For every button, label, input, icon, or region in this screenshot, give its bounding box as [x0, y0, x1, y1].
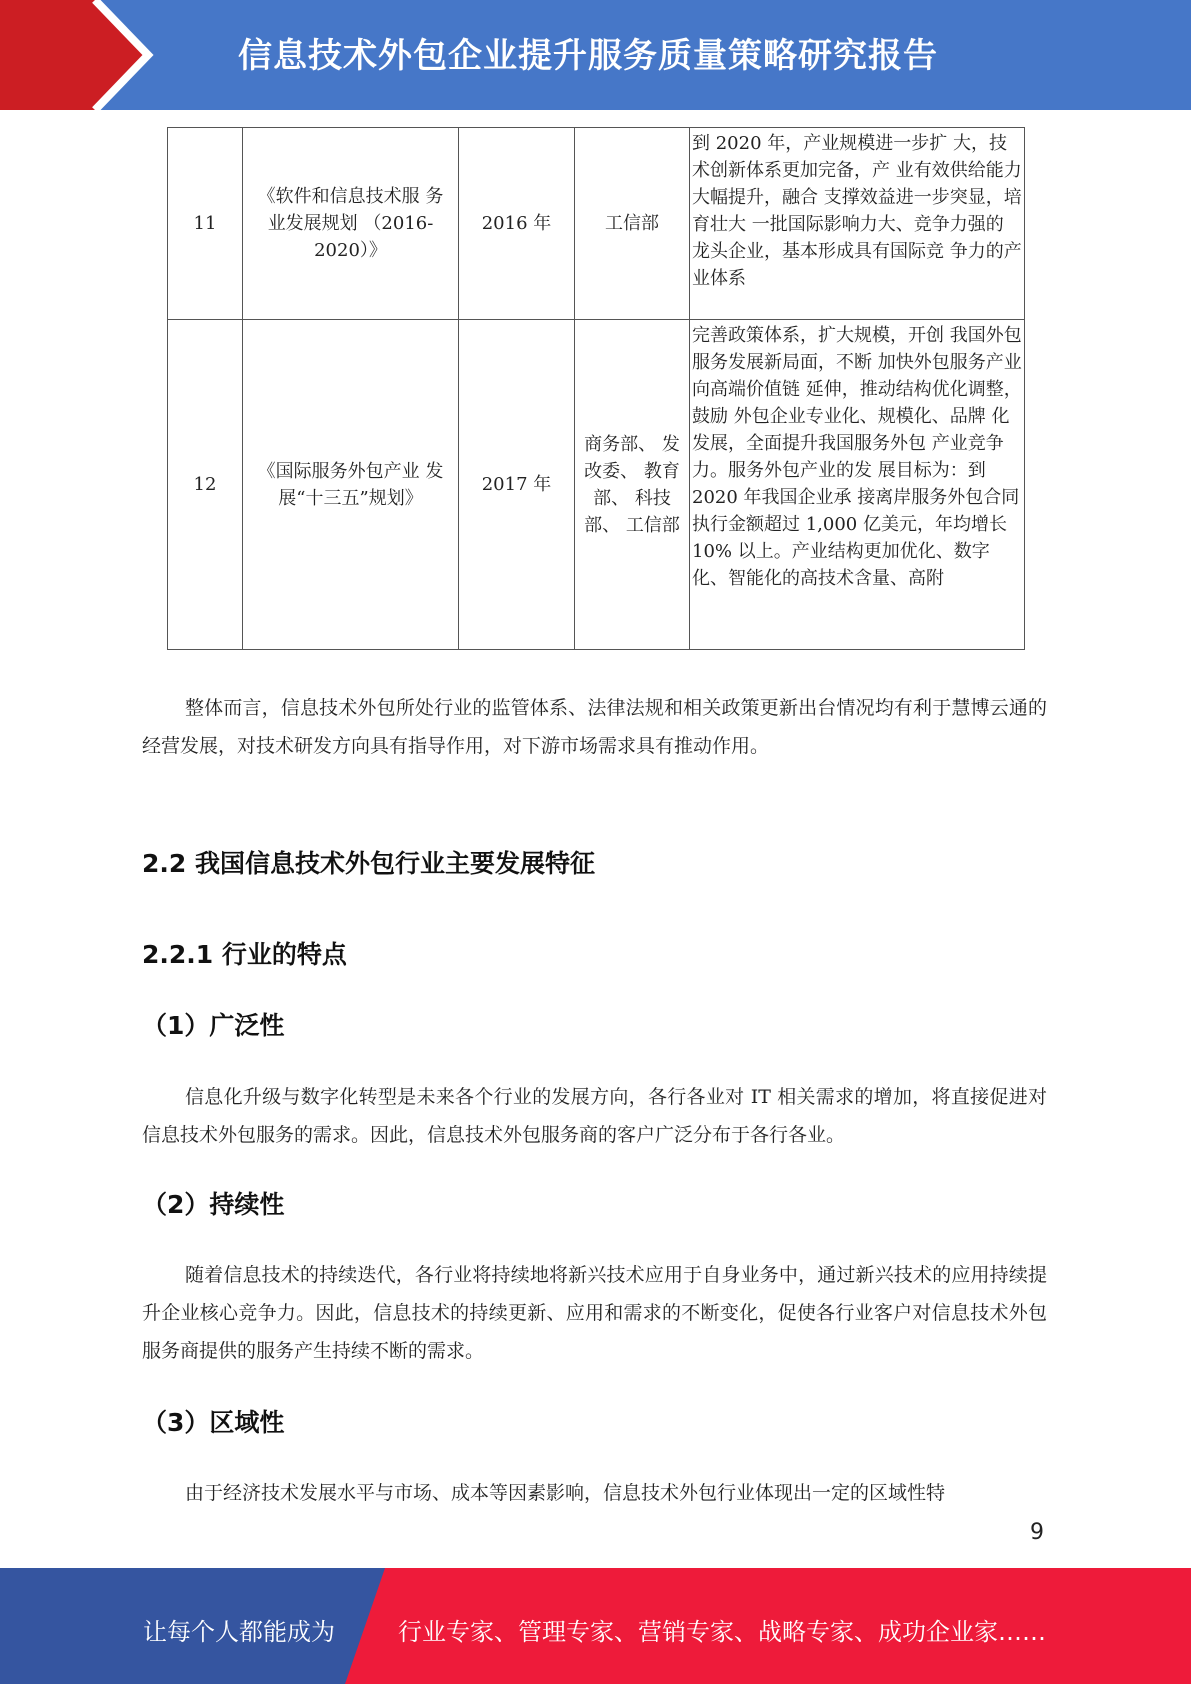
summary-paragraph: 整体而言，信息技术外包所处行业的监管体系、法律法规和相关政策更新出台情况均有利于慧博云通的经营发展，对技术研发方向具有指导作用，对下游市场需求具有推动作用。 — [142, 697, 1047, 757]
point-paragraph-regionality: 由于经济技术发展水平与市场、成本等因素影响，信息技术外包行业体现出一定的区域性特 — [185, 1482, 946, 1504]
policy-department: 商务部、 发改委、 教育部、 科技部、 工信部 — [575, 320, 690, 650]
point-paragraph-broadness: 信息化升级与数字化转型是未来各个行业的发展方向，各行各业对 IT 相关需求的增加，将直接促进对信息技术外包服务的需求。因此，信息技术外包服务商的客户广泛分布于各行各业。 — [142, 1086, 1047, 1146]
point-heading-regionality: （3）区域性 — [142, 1408, 285, 1437]
point-paragraph-continuity: 随着信息技术的持续迭代，各行业将持续地将新兴技术应用于自身业务中，通过新兴技术的应用持续提升企业核心竞争力。因此，信息技术的持续更新、应用和需求的不断变化，促使各行业客户对信息技术外包服务商提供的服务产生持续不断的需求。 — [142, 1264, 1047, 1362]
footer-slogan-left: 让每个人都能成为 — [143, 1618, 335, 1646]
footer-slogan-right: 行业专家、管理专家、营销专家、战略专家、成功企业家…… — [398, 1618, 1046, 1646]
row-index: 11 — [168, 128, 243, 320]
policy-year: 2017 年 — [459, 320, 575, 650]
page-number: 9 — [1030, 1520, 1044, 1545]
table-row — [168, 128, 1025, 320]
policy-title: 《软件和信息技术服 务业发展规划 （2016-2020）》 — [243, 128, 459, 320]
page-header — [0, 0, 1191, 110]
policy-description: 完善政策体系，扩大规模，开创 我国外包服务发展新局面，不断 加快外包服务产业向高端价值链 延伸，推动结构优化调整，鼓励 外包企业专业化、规模化、品牌 化发展，全面提升我国服务外包 产业竞争力。服务外包产业的发 展目标为：到 2020 年我国企业承 接离岸服务外包合同执行金额超过 1,000 亿美元，年均增长 10% 以上。产业结构更加优化、数字 化、智能化的高技术含量、高附 — [690, 320, 1025, 650]
policy-table — [167, 127, 1025, 650]
point-heading-broadness: （1）广泛性 — [142, 1011, 285, 1040]
subsection-heading: 2.2.1 行业的特点 — [142, 940, 347, 969]
page-footer — [0, 1568, 1191, 1684]
row-index: 12 — [168, 320, 243, 650]
document-title: 信息技术外包企业提升服务质量策略研究报告 — [238, 36, 938, 76]
section-heading: 2.2 我国信息技术外包行业主要发展特征 — [142, 849, 595, 878]
table-row — [168, 320, 1025, 650]
policy-department: 工信部 — [575, 128, 690, 320]
policy-title: 《国际服务外包产业 发展“十三五”规划》 — [243, 320, 459, 650]
policy-year: 2016 年 — [459, 128, 575, 320]
point-heading-continuity: （2）持续性 — [142, 1190, 285, 1219]
policy-description: 到 2020 年，产业规模进一步扩 大，技术创新体系更加完备，产 业有效供给能力大幅提升，融合 支撑效益进一步突显，培育壮大 一批国际影响力大、竞争力强的 龙头企业，基本形成具有国际竞 争力的产业体系 — [690, 128, 1025, 320]
